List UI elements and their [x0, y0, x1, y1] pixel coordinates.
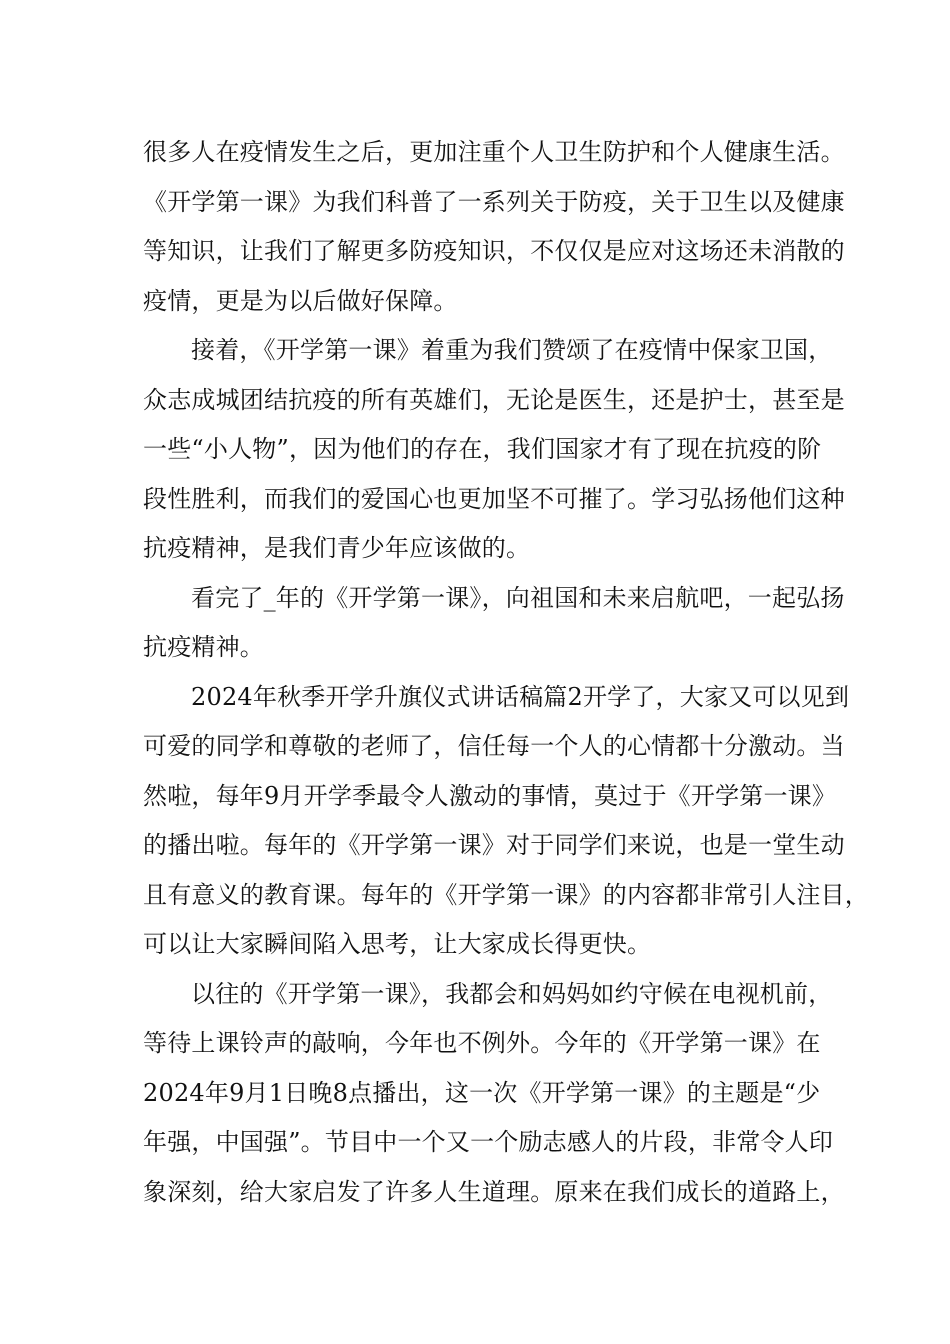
paragraph-3 [143, 574, 845, 673]
document-body [143, 128, 869, 1217]
text-line: 接着，《开学第一课》着重为我们赞颂了在疫情中保家卫国， [191, 336, 833, 364]
text-line: 2024年秋季开学升旗仪式讲话稿篇2开学了，大家又可以见到 [191, 682, 850, 711]
paragraph-2 [143, 326, 845, 574]
text-line: 可爱的同学和尊敬的老师了，信任每一个人的心情都十分激动。当 [143, 732, 845, 760]
text-line: 等知识，让我们了解更多防疫知识，不仅仅是应对这场还未消散的 [143, 237, 845, 265]
text-line: 抗疫精神，是我们青少年应该做的。 [143, 534, 531, 562]
text-line: 疫情，更是为以后做好保障。 [143, 286, 458, 315]
paragraph-5 [143, 970, 845, 1218]
text-line: 等待上课铃声的敲响，今年也不例外。今年的《开学第一课》在 [143, 1029, 821, 1057]
text-line: 看完了_年的《开学第一课》，向祖国和未来启航吧，一起弘扬 [191, 583, 845, 612]
text-line: 抗疫精神。 [143, 633, 264, 661]
text-line: 的播出啦。每年的《开学第一课》对于同学们来说，也是一堂生动 [143, 831, 845, 859]
paragraph-4 [143, 673, 869, 970]
paragraph-1 [143, 128, 845, 326]
text-line: 《开学第一课》为我们科普了一系列关于防疫，关于卫生以及健康 [143, 187, 845, 216]
text-line: 一些“小人物”，因为他们的存在，我们国家才有了现在抗疫的阶 [143, 435, 822, 463]
text-line: 且有意义的教育课。每年的《开学第一课》的内容都非常引人注目， [143, 880, 869, 909]
text-line: 象深刻，给大家启发了许多人生道理。原来在我们成长的道路上， [143, 1177, 845, 1206]
text-line: 2024年9月1日晚8点播出，这一次《开学第一课》的主题是“少 [143, 1078, 821, 1107]
text-line: 众志成城团结抗疫的所有英雄们，无论是医生，还是护士，甚至是 [143, 385, 845, 414]
text-line: 段性胜利，而我们的爱国心也更加坚不可摧了。学习弘扬他们这种 [143, 484, 845, 513]
text-line: 可以让大家瞬间陷入思考，让大家成长得更快。 [143, 930, 652, 958]
text-line: 很多人在疫情发生之后，更加注重个人卫生防护和个人健康生活。 [143, 138, 845, 166]
text-line: 然啦，每年9月开学季最令人激动的事情，莫过于《开学第一课》 [143, 781, 837, 810]
text-line: 年强，中国强”。节目中一个又一个励志感人的片段，非常令人印 [143, 1128, 834, 1156]
text-line: 以往的《开学第一课》，我都会和妈妈如约守候在电视机前， [191, 979, 833, 1008]
